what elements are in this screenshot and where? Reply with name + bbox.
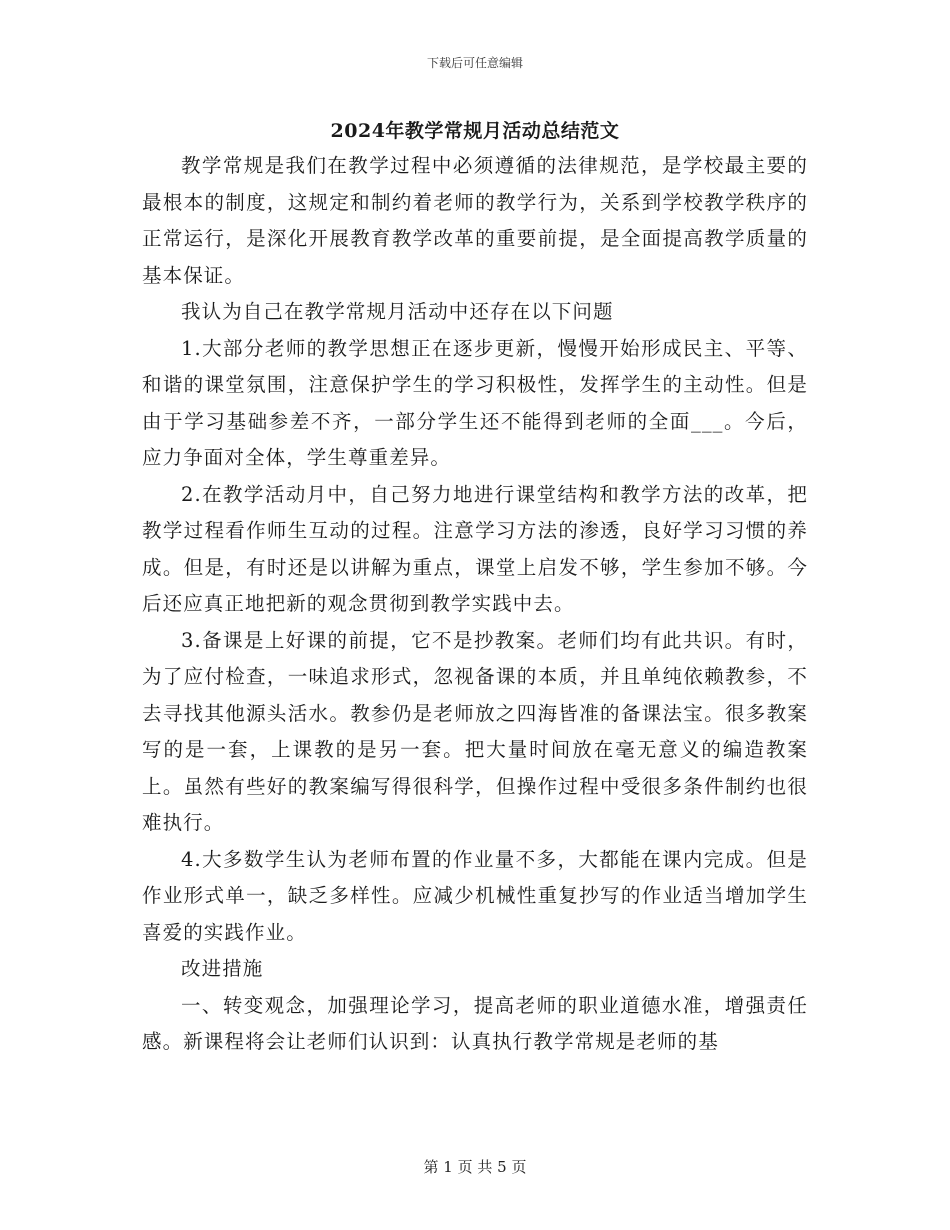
paragraph-intro: 教学常规是我们在教学过程中必须遵循的法律规范，是学校最主要的最根本的制度，这规定和制约着老师的教学行为，关系到学校教学秩序的正常运行，是深化开展教育教学改革的重要前提，是全面提高教学质量的基本保证。 <box>142 154 808 287</box>
paragraph-problems-heading: 我认为自己在教学常规月活动中还存在以下问题 <box>181 300 614 323</box>
paragraph-problem-2: 2.在教学活动月中，自己努力地进行课堂结构和教学方法的改革，把教学过程看作师生互动的过程。注意学习方法的渗透，良好学习习惯的养成。但是，有时还是以讲解为重点，课堂上启发不够，学生参加不够。今后还应真正地把新的观念贯彻到教学实践中去。 <box>142 482 808 615</box>
document-title: 2024年教学常规月活动总结范文 <box>330 120 620 142</box>
paragraph-problem-4: 4.大多数学生认为老师布置的作业量不多，大都能在课内完成。但是作业形式单一，缺乏多样性。应减少机械性重复抄写的作业适当增加学生喜爱的实践作业。 <box>142 847 808 944</box>
document-body <box>142 148 808 1061</box>
header-note: 下载后可任意编辑 <box>426 56 523 70</box>
paragraph-measures-heading: 改进措施 <box>181 957 264 980</box>
page-number-footer: 第 1 页 共 5 页 <box>423 1158 527 1176</box>
paragraph-problem-1: 1.大部分老师的教学思想正在逐步更新，慢慢开始形成民主、平等、和谐的课堂氛围，注意保护学生的学习积极性，发挥学生的主动性。但是由于学习基础参差不齐，一部分学生还不能得到老师的全面___。今后，应力争面对全体，学生尊重差异。 <box>142 336 808 469</box>
paragraph-problem-3: 3.备课是上好课的前提，它不是抄教案。老师们均有此共识。有时，为了应付检查，一味追求形式，忽视备课的本质，并且单纯依赖教参，不去寻找其他源头活水。教参仍是老师放之四海皆准的备课法宝。很多教案写的是一套，上课教的是另一套。把大量时间放在毫无意义的编造教案上。虽然有些好的教案编写得很科学，但操作过程中受很多条件制约也很难执行。 <box>142 628 808 834</box>
paragraph-measure-1: 一、转变观念，加强理论学习，提高老师的职业道德水准，增强责任感。新课程将会让老师们认识到：认真执行教学常规是老师的基 <box>142 993 808 1053</box>
